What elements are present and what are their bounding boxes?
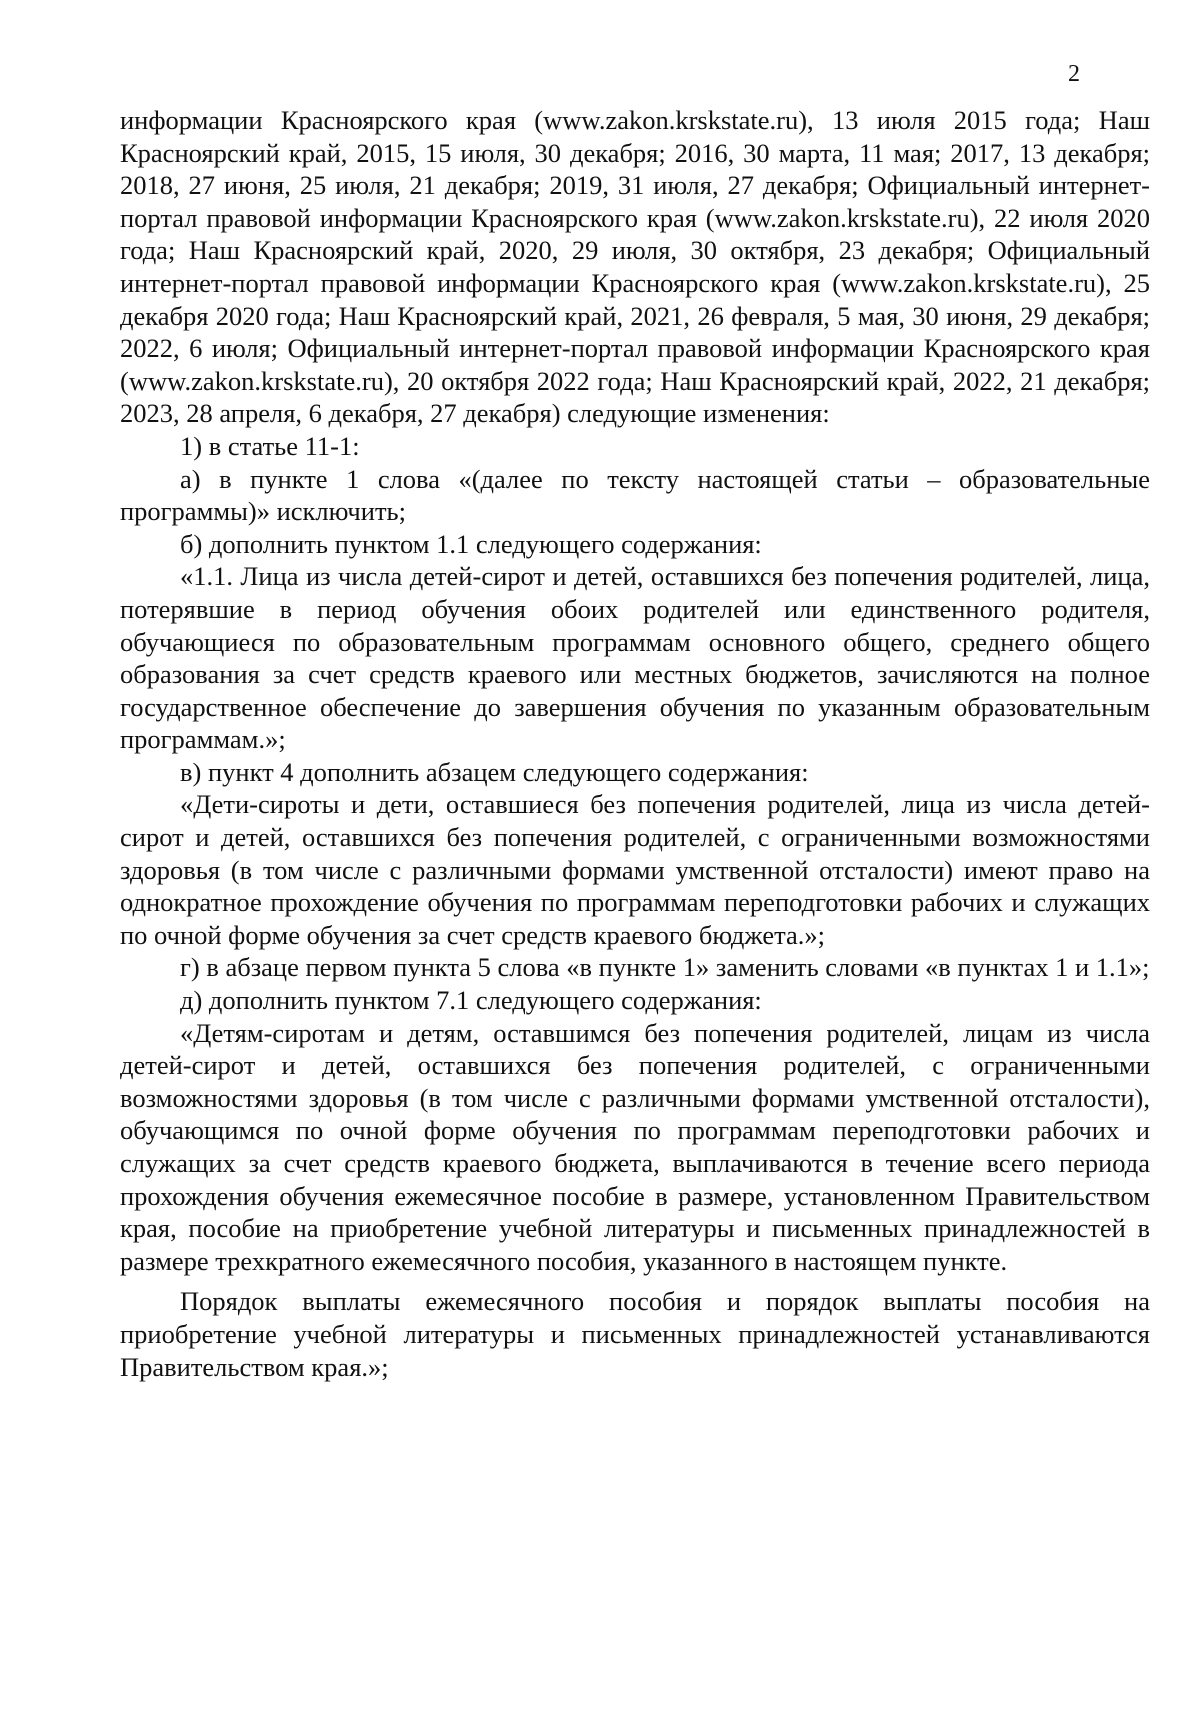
paragraph-quote-7-1: «Детям-сиротам и детям, оставшимся без попечения родителей, лицам из числа детей-сирот и детей, оставшихся без попечения родителей, с ограниченными возможностями здоровья (в том числе с различными формами умственной отсталости), обучающимся по очной форме обучения по программам переподготовки рабочих и служащих за счет средств краевого бюджета, выплачиваются в течение всего периода прохождения обучения ежемесячное пособие в размере, установленном Правительством края, пособие на приобретение учебной литературы и письменных принадлежностей в размере трехкратного ежемесячного пособия, указанного в настоящем пункте.: [120, 1017, 1150, 1276]
paragraph-subitem-d: д) дополнить пунктом 7.1 следующего содержания:: [180, 985, 762, 1016]
document-body: [120, 104, 1150, 1383]
paragraph-payment-order: Порядок выплаты ежемесячного пособия и порядок выплаты пособия на приобретение учебной литературы и письменных принадлежностей устанавливаются Правительством края.»;: [120, 1286, 1150, 1382]
paragraph-subitem-v: в) пункт 4 дополнить абзацем следующего содержания:: [180, 756, 809, 787]
paragraph-quote-point-4: «Дети-сироты и дети, оставшиеся без попечения родителей, лица из числа детей-сирот и детей, оставшихся без попечения родителей, с ограниченными возможностями здоровья (в том числе с различными формами умственной отсталости) имеют право на однократное прохождение обучения по программам переподготовки рабочих и служащих по очной форме обучения за счет средств краевого бюджета.»;: [120, 789, 1150, 950]
paragraph-continuation: информации Красноярского края (www.zakon.krskstate.ru), 13 июля 2015 года; Наш Красноярский край, 2015, 15 июля, 30 декабря; 2016, 30 марта, 11 мая; 2017, 13 декабря; 2018, 27 июня, 25 июля, 21 декабря; 2019, 31 июля, 27 декабря; Официальный интернет-портал правовой информации Красноярского края (www.zakon.krskstate.ru), 22 июля 2020 года; Наш Красноярский край, 2020, 29 июля, 30 октября, 23 декабря; Официальный интернет-портал правовой информации Красноярского края (www.zakon.krskstate.ru), 25 декабря 2020 года; Наш Красноярский край, 2021, 26 февраля, 5 мая, 30 июня, 29 декабря; 2022, 6 июля; Официальный интернет-портал правовой информации Красноярского края (www.zakon.krskstate.ru), 20 октября 2022 года; Наш Красноярский край, 2022, 21 декабря; 2023, 28 апреля, 6 декабря, 27 декабря) следующие изменения:: [120, 105, 1150, 429]
paragraph-item-1: 1) в статье 11-1:: [180, 430, 360, 461]
page-number: 2: [1068, 61, 1080, 87]
paragraph-subitem-b: б) дополнить пунктом 1.1 следующего содержания:: [180, 528, 762, 559]
paragraph-subitem-g: г) в абзаце первом пункта 5 слова «в пункте 1» заменить словами «в пунктах 1 и 1.1»;: [180, 952, 1150, 983]
paragraph-quote-1-1: «1.1. Лица из числа детей-сирот и детей, оставшихся без попечения родителей, лица, потерявшие в период обучения обоих родителей или единственного родителя, обучающиеся по образовательным программам основного общего, среднего общего образования за счет средств краевого или местных бюджетов, зачисляются на полное государственное обеспечение до завершения обучения по указанным образовательным программам.»;: [120, 561, 1150, 755]
paragraph-subitem-a: а) в пункте 1 слова «(далее по тексту настоящей статьи – образовательные программы)» исключить;: [120, 463, 1150, 527]
